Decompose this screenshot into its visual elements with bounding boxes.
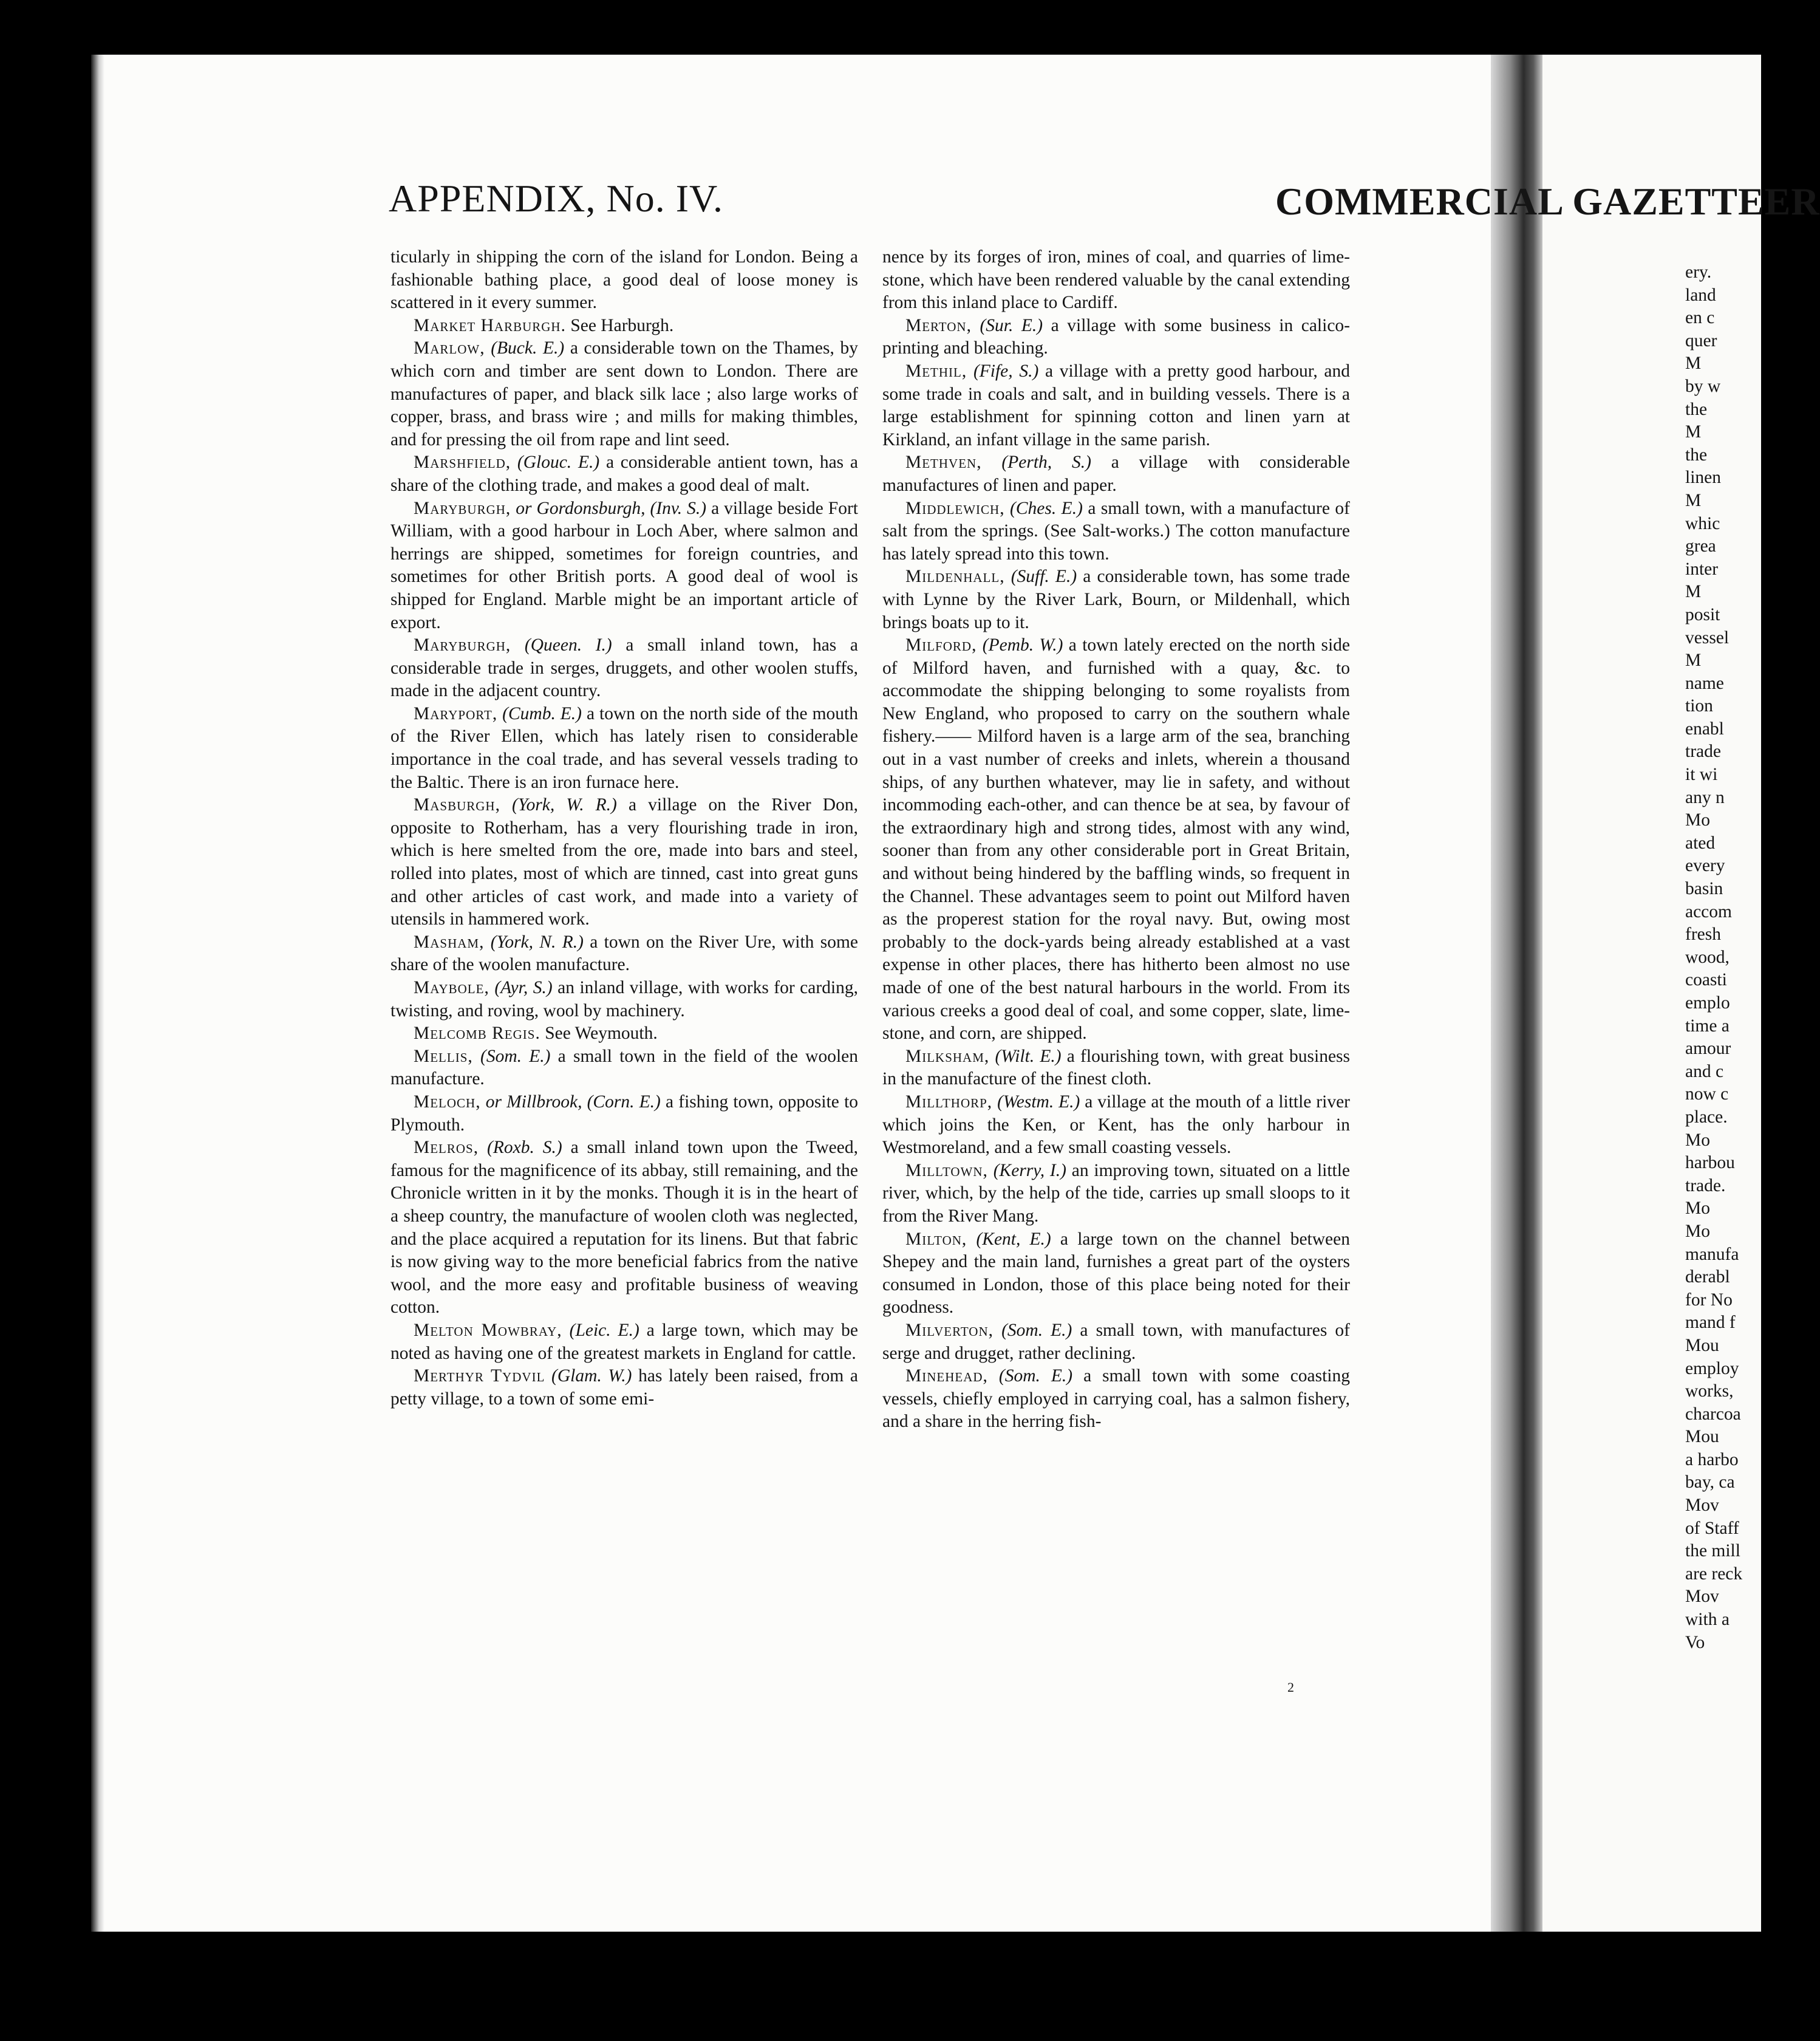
right-page-line-fragment: and c [1685,1061,1724,1081]
entry-text: a small inland town, has a considerable trade in serges, druggets, and other woolen stuffs, made in the adjacent country. [390,635,859,701]
right-page-line-fragment: M [1685,651,1702,671]
entry-headword: Mellis, [414,1046,473,1066]
right-page-line-fragment: posit [1685,604,1720,624]
gazetteer-entry [390,1365,858,1410]
gazetteer-entry [390,451,858,497]
gazetteer-entry [882,497,1350,566]
entry-headword: Middlewich, [905,498,1005,518]
right-page-line-fragment: Mo [1685,1198,1710,1219]
gazetteer-entry [882,1365,1350,1434]
entry-text: a village with considerable manufactures of linen and paper. [882,453,1351,495]
right-page-line-fragment: inter [1685,559,1719,579]
right-page-line-fragment: Mou [1685,1427,1719,1447]
right-page-line-fragment: any n [1685,787,1725,807]
gazetteer-entry [882,1091,1350,1160]
gazetteer-entry [390,315,858,338]
entry-headword: Melros, [414,1138,479,1158]
entry-text: a considerable antient town, has a share of the clothing trade, and makes a good deal of malt. [390,453,858,495]
right-page-line-fragment: Mo [1685,1221,1710,1241]
gazetteer-entry [882,360,1350,451]
entry-location: (Cumb. E.) [502,703,582,723]
right-page-line-fragment: every [1685,856,1725,876]
entry-text: a village with a pretty good harbour, and some trade in coals and salt, and in building vessels. There is a large establishment for spinning cotton and linen yarn at Kirkland, an infant village in the same parish. [882,361,1351,450]
entry-location: or Gordonsburgh, (Inv. S.) [516,498,707,518]
entry-location: (Glam. W.) [551,1366,632,1386]
entry-text: a village with some business in calico-printing and bleaching. [882,315,1350,358]
entry-location: (Queen. I.) [524,635,612,655]
right-page-line-fragment: manufa [1685,1244,1739,1264]
right-page-line-fragment: M [1685,422,1702,442]
entry-text: a village on the River Don, opposite to Rotherham, has a very flourishing trade in iron, which is here smelted from the ore, made into bars and steel, rolled into plates, most of which are tinned, cast into great guns and other articles of cast work, and made into a variety of utensils in hammered work. [390,795,858,929]
right-page-line-fragment: trade. [1685,1175,1726,1195]
right-page-line-fragment: time a [1685,1016,1730,1036]
right-page-line-fragment: grea [1685,536,1716,556]
gazetteer-entry [390,931,858,977]
right-page-line-fragment: linen [1685,468,1721,488]
right-page-line-fragment: Mou [1685,1335,1719,1355]
signature-mark: 2 [1287,1680,1294,1695]
right-page-line-fragment: bay, ca [1685,1472,1735,1492]
entry-text: a small town, with manufactures of serge and drugget, rather declining. [882,1320,1350,1363]
right-page-fragments [1685,261,1770,1654]
entry-location: (Roxb. S.) [487,1138,562,1158]
gazetteer-entry [390,703,858,794]
gazetteer-entry [390,977,858,1022]
running-head-right: COMMERCIAL GAZETTEER [1275,180,1820,223]
entry-location: (Kent, E.) [976,1229,1051,1249]
entry-location: (Fife, S.) [973,361,1039,381]
gazetteer-entry [390,1022,858,1045]
gazetteer-entry [882,1319,1350,1365]
entry-headword: Mildenhall, [905,567,1005,587]
gazetteer-entry [882,451,1350,497]
entry-location: (Ches. E.) [1010,498,1083,518]
entry-text: an improving town, situated on a little river, which, by the help of the tide, carries up small sloops to it from the River Mang. [882,1160,1351,1226]
entry-headword: Marshfield, [414,453,511,473]
text-column-2 [882,246,1350,1434]
entry-location: (York, N. R.) [490,932,584,952]
entry-text: a considerable town on the Thames, by which corn and timber are sent down to London. There are manufactures of paper, and black silk lace ; also large works of copper, brass, and brass wire ; and mills for making thimbles, and for pressing the oil from rape and lint seed. [390,338,858,450]
gazetteer-entry [882,1160,1350,1228]
gazetteer-entry [390,634,858,703]
right-page-line-fragment: harbou [1685,1153,1735,1173]
entry-text: a flourishing town, with great business in the manufacture of the finest cloth. [882,1046,1351,1089]
right-page-line-fragment: wood, [1685,947,1730,967]
right-page-line-fragment: quer [1685,330,1717,350]
gazetteer-entry [882,1228,1350,1319]
entry-headword: Masham, [414,932,485,952]
entry-location: (York, W. R.) [512,795,617,815]
entry-location: (Sur. E.) [980,315,1043,335]
right-page-line-fragment: M [1685,582,1702,602]
gazetteer-entry [390,1045,858,1091]
entry-location: (Perth, S.) [1001,453,1091,473]
right-page-line-fragment: now c [1685,1084,1729,1104]
entry-text: a small town, with a manufacture of salt from the springs. (See Salt-works.) The cotton manufacture has lately spread into this town. [882,498,1350,564]
right-page-line-fragment: works, [1685,1381,1734,1401]
running-head-left: APPENDIX, No. IV. [389,177,723,220]
gazetteer-entry [882,1045,1350,1091]
right-page-line-fragment: accom [1685,901,1732,921]
right-page-line-fragment: emplo [1685,993,1730,1013]
entry-text: a town on the River Ure, with some share of the woolen manufacture. [390,932,858,975]
entry-location: (Leic. E.) [569,1320,639,1340]
right-page-line-fragment: en c [1685,308,1715,328]
right-page-line-fragment: the [1685,445,1708,465]
right-page-line-fragment: M [1685,354,1702,374]
gazetteer-entry [882,246,1350,315]
entry-text: a village beside Fort William, with a good harbour in Loch Aber, where salmon and herrings are shipped, sometimes for foreign countries, and sometimes for other British ports. A good deal of wool is shipped for England. Marble might be an important article of export. [390,498,858,632]
entry-text: a small town in the field of the woolen manufacture. [390,1046,858,1089]
entry-text: a village at the mouth of a little river which joins the Ken, or Kent, has the only harbour in Westmoreland, and a few small coasting vessels. [882,1092,1350,1158]
entry-headword: Melton Mowbray, [414,1320,562,1340]
entry-text: a small inland town upon the Tweed, famous for the magnificence of its abbay, still remaining, and the Chronicle written in it by the monks. Though it is in the heart of a sheep country, the manufacture of woolen cloth was neglected, and the place acquired a reputation for its linens. But that fabric is now giving way to the more beneficial fabrics from the native wool, and the more easy and profitable business of weaving cotton. [390,1138,858,1318]
entry-headword: Milverton, [905,1320,994,1340]
entry-location: or Millbrook, (Corn. E.) [485,1092,661,1112]
gazetteer-entry [390,1137,858,1319]
entry-headword: Melcomb Regis. [414,1024,540,1044]
entry-location: (Buck. E.) [491,338,565,358]
entry-headword: Milksham, [905,1046,990,1066]
entry-text: nence by its forges of iron, mines of coal, and quarries of lime-stone, which have been rendered valuable by the canal extending from this inland place to Cardiff. [882,247,1350,313]
entry-headword: Maybole, [414,978,489,997]
right-page-line-fragment: land [1685,285,1716,305]
right-page-line-fragment: tion [1685,696,1713,716]
entry-text: has lately been raised, from a petty village, to a town of some emi- [390,1366,858,1409]
gazetteer-entry [882,634,1350,1045]
entry-text: an inland village, with works for carding, twisting, and roving, wool by machinery. [390,978,859,1020]
entry-text: a fishing town, opposite to Plymouth. [390,1092,859,1135]
gazetteer-entry [882,566,1350,634]
entry-headword: Millthorp, [905,1092,993,1112]
entry-location: (Wilt. E.) [995,1046,1062,1066]
gazetteer-entry [390,337,858,451]
entry-headword: Methil, [905,361,967,381]
entry-headword: Maryburgh, [414,498,511,518]
entry-headword: Minehead, [905,1366,988,1386]
gazetteer-entry [390,497,858,635]
entry-location: (Ayr, S.) [494,978,553,997]
book-gutter [1491,55,1546,1932]
right-page-line-fragment: it wi [1685,765,1718,785]
right-page-line-fragment: ery. [1685,262,1712,282]
gazetteer-entry [390,794,858,931]
entry-text: a large town, which may be noted as having one of the greatest markets in England for cattle. [390,1320,859,1363]
entry-location: (Glouc. E.) [517,453,600,473]
right-page-line-fragment: charcoa [1685,1404,1741,1424]
right-page-line-fragment: enabl [1685,719,1724,739]
entry-text: a town lately erected on the north side of Milford haven, and furnished with a quay, &c. to accommodate the shipping belonging to some royalists from New England, who proposed to carry on the southern whale fishery.—— Milford haven is a large arm of the sea, branching out in a vast number of creeks and inlets, wherein a thousand ships, of any burthen whatever, may lie in safety, and without incommoding each-other, and can thence be at sea, by favour of the extraordinary high and strong tides, almost with any wind, sooner than from any other considerable port in Great Britain, and without being hindered by the baffling winds, so frequent in the Channel. These advantages seem to point out Milford haven as the properest station for the royal navy. But, owing most probably to the dock-yards being already established at a vast expense in other places, there has hitherto been almost no use made of one of the best natural harbours in the world. From its various creeks a good deal of coal, and some copper, slate, lime-stone, and corn, are shipped. [882,635,1351,1044]
right-page-line-fragment: Mov [1685,1587,1719,1607]
right-page-line-fragment: the mill [1685,1541,1740,1561]
entry-headword: Milltown, [905,1160,988,1180]
entry-headword: Market Harburgh. [414,315,566,335]
right-page-line-fragment: mand f [1685,1313,1736,1333]
entry-headword: Milford, [905,635,977,655]
entry-text: a considerable town, has some trade with Lynne by the River Lark, Bourn, or Mildenhall, which brings boats up to it. [882,567,1351,632]
right-page-line-fragment: Mov [1685,1496,1719,1516]
entry-location: (Som. E.) [1001,1320,1072,1340]
page-edge [91,55,104,1932]
entry-headword: Meloch, [414,1092,481,1112]
entry-text: See Weymouth. [540,1024,658,1044]
right-page-line-fragment: Mo [1685,810,1710,830]
entry-headword: Masburgh, [414,795,500,815]
right-page-line-fragment: whic [1685,513,1720,533]
entry-headword: Maryburgh, [414,635,511,655]
entry-text: a small town with some coasting vessels, chiefly employed in carrying coal, has a salmon fishery, and a share in the herring fish- [882,1366,1350,1432]
right-page-line-fragment: Vo [1685,1632,1705,1652]
right-page-line-fragment: basin [1685,879,1723,899]
gazetteer-entry [390,1319,858,1365]
right-page-line-fragment: name [1685,673,1724,693]
right-page-line-fragment: with a [1685,1610,1730,1630]
gazetteer-entry [882,315,1350,360]
gazetteer-entry [390,246,858,315]
right-page-line-fragment: are reck [1685,1564,1743,1584]
entry-location: (Suff. E.) [1011,567,1077,587]
entry-location: (Westm. E.) [997,1092,1080,1112]
entry-headword: Milton, [905,1229,967,1249]
entry-location: (Som. E.) [998,1366,1073,1386]
entry-headword: Merthyr Tydvil [414,1366,545,1386]
right-page-line-fragment: coasti [1685,970,1727,990]
entry-headword: Marlow, [414,338,485,358]
text-column-1 [390,246,858,1410]
right-page-line-fragment: employ [1685,1358,1739,1378]
entry-headword: Merton, [905,315,972,335]
entry-location: (Som. E.) [480,1046,551,1066]
right-page-line-fragment: M [1685,490,1702,510]
right-page-line-fragment: trade [1685,742,1721,762]
entry-text: See Harburgh. [565,315,674,335]
right-page-line-fragment: for No [1685,1290,1733,1310]
entry-headword: Methven, [905,453,982,473]
right-page-line-fragment: Mo [1685,1130,1710,1150]
right-page-line-fragment: vessel [1685,627,1730,648]
right-page-line-fragment: a harbo [1685,1449,1739,1469]
right-page-line-fragment: ated [1685,833,1716,853]
right-page-line-fragment: by w [1685,376,1721,396]
right-page-line-fragment: of Staff [1685,1518,1739,1538]
entry-location: (Pemb. W.) [982,635,1063,655]
right-page-line-fragment: the [1685,399,1708,419]
right-page-line-fragment: derabl [1685,1267,1730,1287]
right-page-line-fragment: amour [1685,1039,1731,1059]
right-page-line-fragment: fresh [1685,925,1721,945]
right-page-line-fragment: place. [1685,1107,1728,1127]
entry-text: ticularly in shipping the corn of the island for London. Being a fashionable bathing place, a good deal of loose money is scattered in it every summer. [390,247,858,313]
entry-text: a town on the north side of the mouth of the River Ellen, which has lately risen to considerable importance in the coal trade, and has several vessels trading to the Baltic. There is an iron furnace here. [390,703,858,792]
entry-text: a large town on the channel between Shepey and the main land, furnishes a great part of the oysters consumed in London, those of this place being noted for their goodness. [882,1229,1350,1318]
gazetteer-entry [390,1091,858,1137]
entry-location: (Kerry, I.) [993,1160,1066,1180]
entry-headword: Maryport, [414,703,498,723]
